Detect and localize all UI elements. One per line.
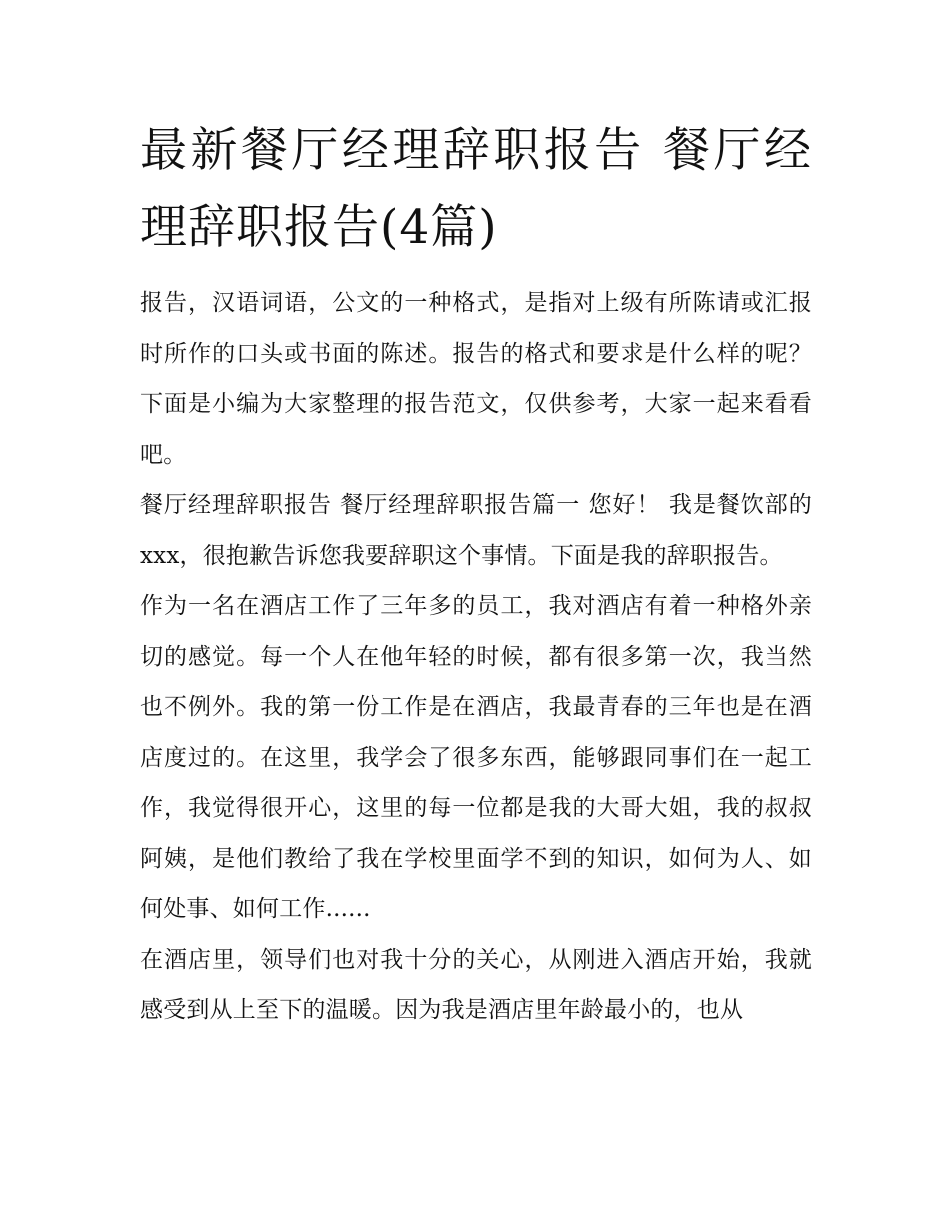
paragraph-intro: 报告，汉语词语，公文的一种格式，是指对上级有所陈请或汇报时所作的口头或书面的陈述。报告的格式和要求是什么样的呢？下面是小编为大家整理的报告范文，仅供参考，大家一起来看看吧。 <box>140 290 812 468</box>
paragraph-greeting: 餐厅经理辞职报告 餐厅经理辞职报告篇一 您好！ 我是餐饮部的xxx，很抱歉告诉您我要辞职这个事情。下面是我的辞职报告。 <box>140 492 812 569</box>
document-page <box>140 112 812 1036</box>
document-title: 最新餐厅经理辞职报告 餐厅经理辞职报告(4篇) <box>140 123 812 255</box>
paragraph-leadership: 在酒店里，领导们也对我十分的关心，从刚进入酒店开始，我就感受到从上至下的温暖。因为我是酒店里年龄最小的，也从 <box>140 946 812 1023</box>
document-body <box>140 278 812 1036</box>
paragraph-experience: 作为一名在酒店工作了三年多的员工，我对酒店有着一种格外亲切的感觉。每一个人在他年轻的时候，都有很多第一次，我当然也不例外。我的第一份工作是在酒店，我最青春的三年也是在酒店度过的。在这里，我学会了很多东西，能够跟同事们在一起工作，我觉得很开心，这里的每一位都是我的大哥大姐，我的叔叔阿姨，是他们教给了我在学校里面学不到的知识，如何为人、如何处事、如何工作...... <box>140 593 812 922</box>
